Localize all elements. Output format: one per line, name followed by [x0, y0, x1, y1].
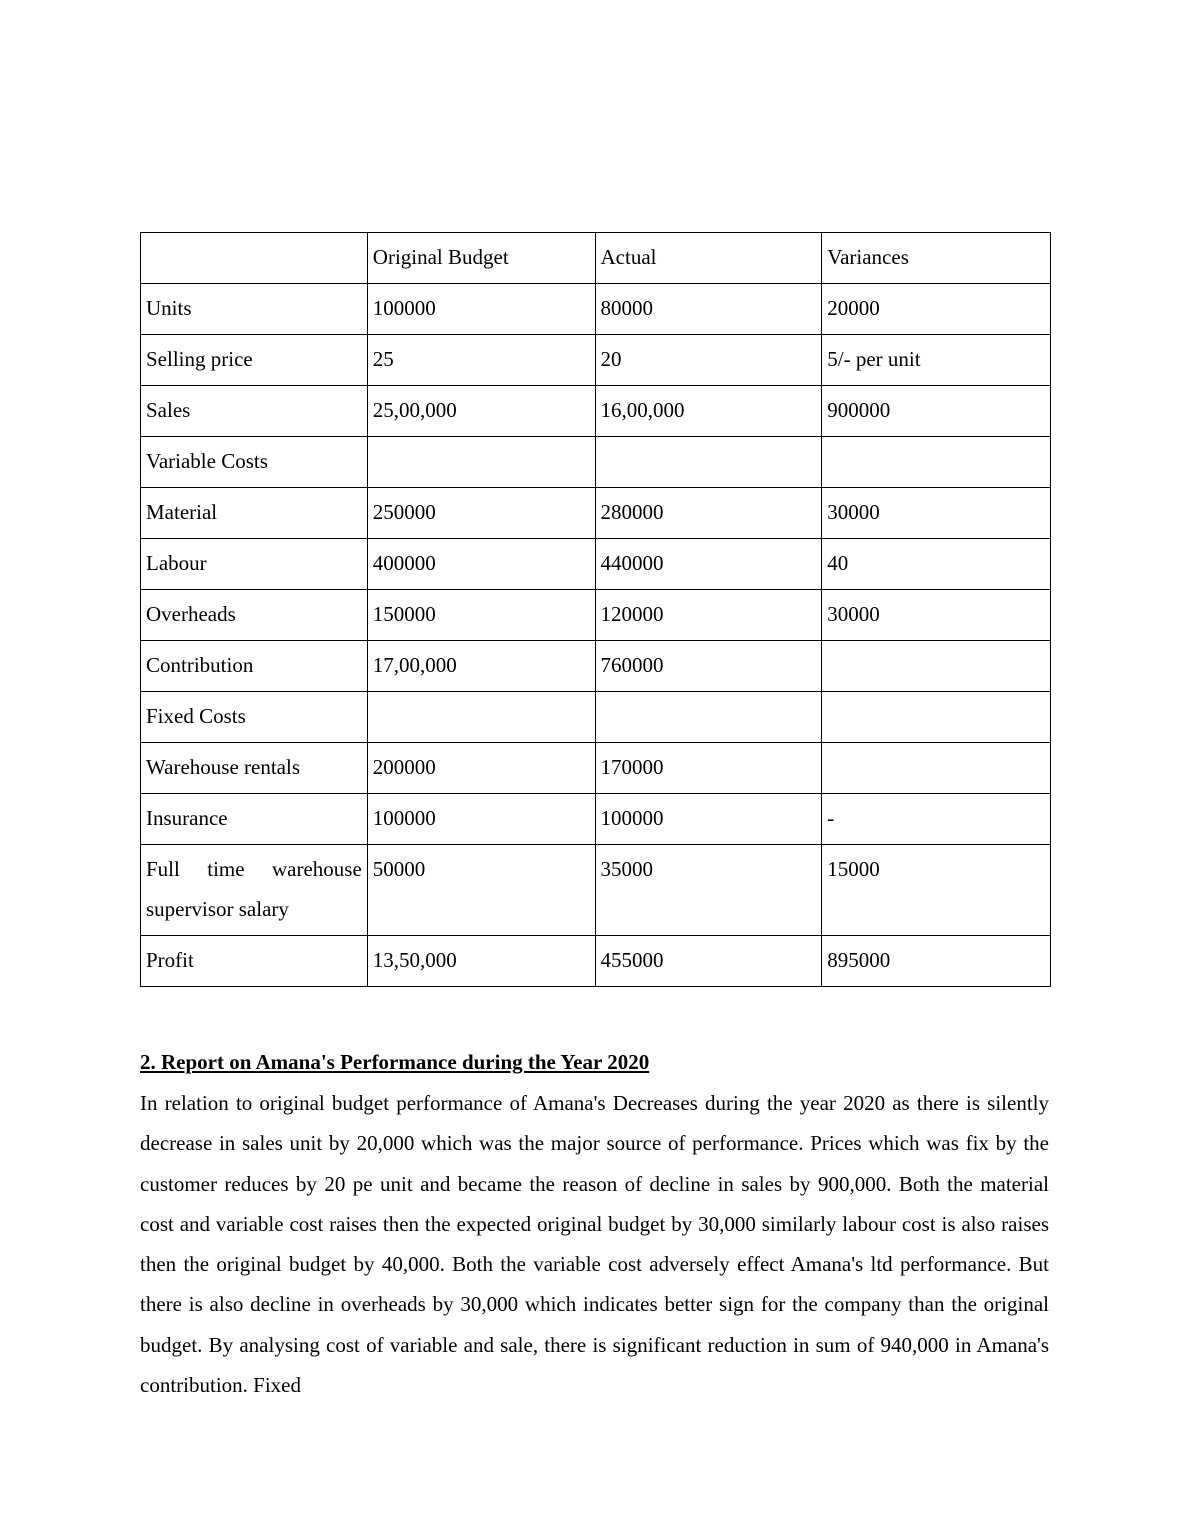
row-label: Units — [141, 284, 368, 335]
table-cell: 250000 — [367, 488, 595, 539]
table-cell: 20000 — [822, 284, 1051, 335]
row-label: Contribution — [141, 641, 368, 692]
table-cell — [595, 437, 822, 488]
row-label: Profit — [141, 936, 368, 987]
table-cell: 400000 — [367, 539, 595, 590]
table-row — [141, 488, 1051, 539]
row-label-line: Full time warehouse — [146, 857, 362, 881]
report-paragraph: In relation to original budget performance of Amana's Decreases during the year 2020 as there is silently decrease in sales unit by 20,000 which was the major source of performance. Prices which was fix by the customer reduces by 20 pe unit and became the reason of decline in sales by 900,000. Both the material cost and variable cost raises then the expected original budget by 30,000 similarly labour cost is also raises then the original budget by 40,000. Both the variable cost adversely effect Amana's ltd performance. But there is also decline in overheads by 30,000 which indicates better sign for the company than the original budget. By analysing cost of variable and sale, there is significant reduction in sum of 940,000 in Amana's contribution. Fixed — [140, 1091, 1049, 1398]
table-cell: 895000 — [822, 936, 1051, 987]
table-cell: 760000 — [595, 641, 822, 692]
table-row — [141, 845, 1051, 936]
table-cell: 30000 — [822, 488, 1051, 539]
row-label: Warehouse rentals — [141, 743, 368, 794]
row-label: Labour — [141, 539, 368, 590]
table-cell: - — [822, 794, 1051, 845]
table-cell: 200000 — [367, 743, 595, 794]
table-cell — [367, 692, 595, 743]
table-header-row — [141, 233, 1051, 284]
table-cell: 25 — [367, 335, 595, 386]
table-cell — [822, 743, 1051, 794]
table-row — [141, 743, 1051, 794]
table-cell: 20 — [595, 335, 822, 386]
table-cell: 5/- per unit — [822, 335, 1051, 386]
table-cell: 35000 — [595, 845, 822, 936]
table-cell: 170000 — [595, 743, 822, 794]
table-cell — [822, 692, 1051, 743]
row-label — [141, 845, 368, 936]
header-cell: Original Budget — [367, 233, 595, 284]
report-heading: 2. Report on Amana's Performance during the Year 2020 — [140, 1050, 650, 1074]
budget-variance-table — [140, 232, 1051, 987]
header-cell: Actual — [595, 233, 822, 284]
row-label: Material — [141, 488, 368, 539]
table-cell: 455000 — [595, 936, 822, 987]
table-row — [141, 335, 1051, 386]
row-label: Insurance — [141, 794, 368, 845]
table-row — [141, 936, 1051, 987]
row-label-line: supervisor salary — [146, 897, 289, 921]
table-cell: 150000 — [367, 590, 595, 641]
table-cell: 100000 — [595, 794, 822, 845]
row-label: Overheads — [141, 590, 368, 641]
table-row — [141, 539, 1051, 590]
table-cell: 25,00,000 — [367, 386, 595, 437]
table-cell — [367, 437, 595, 488]
row-label: Variable Costs — [141, 437, 368, 488]
table-cell — [595, 692, 822, 743]
row-label: Selling price — [141, 335, 368, 386]
header-cell: Variances — [822, 233, 1051, 284]
table-cell: 40 — [822, 539, 1051, 590]
header-cell — [141, 233, 368, 284]
table-row — [141, 590, 1051, 641]
table-cell: 100000 — [367, 794, 595, 845]
table-cell: 80000 — [595, 284, 822, 335]
table-cell — [822, 641, 1051, 692]
table-cell: 30000 — [822, 590, 1051, 641]
table-cell: 440000 — [595, 539, 822, 590]
table-cell — [822, 437, 1051, 488]
table-row — [141, 386, 1051, 437]
table-cell: 120000 — [595, 590, 822, 641]
table-row — [141, 794, 1051, 845]
row-label: Sales — [141, 386, 368, 437]
row-label: Fixed Costs — [141, 692, 368, 743]
table-row — [141, 284, 1051, 335]
table-cell: 15000 — [822, 845, 1051, 936]
table-row — [141, 437, 1051, 488]
table-cell: 900000 — [822, 386, 1051, 437]
table-cell: 280000 — [595, 488, 822, 539]
table-cell: 13,50,000 — [367, 936, 595, 987]
table-cell: 16,00,000 — [595, 386, 822, 437]
table-cell: 50000 — [367, 845, 595, 936]
table-row — [141, 641, 1051, 692]
table-row — [141, 692, 1051, 743]
table-cell: 17,00,000 — [367, 641, 595, 692]
table-cell: 100000 — [367, 284, 595, 335]
